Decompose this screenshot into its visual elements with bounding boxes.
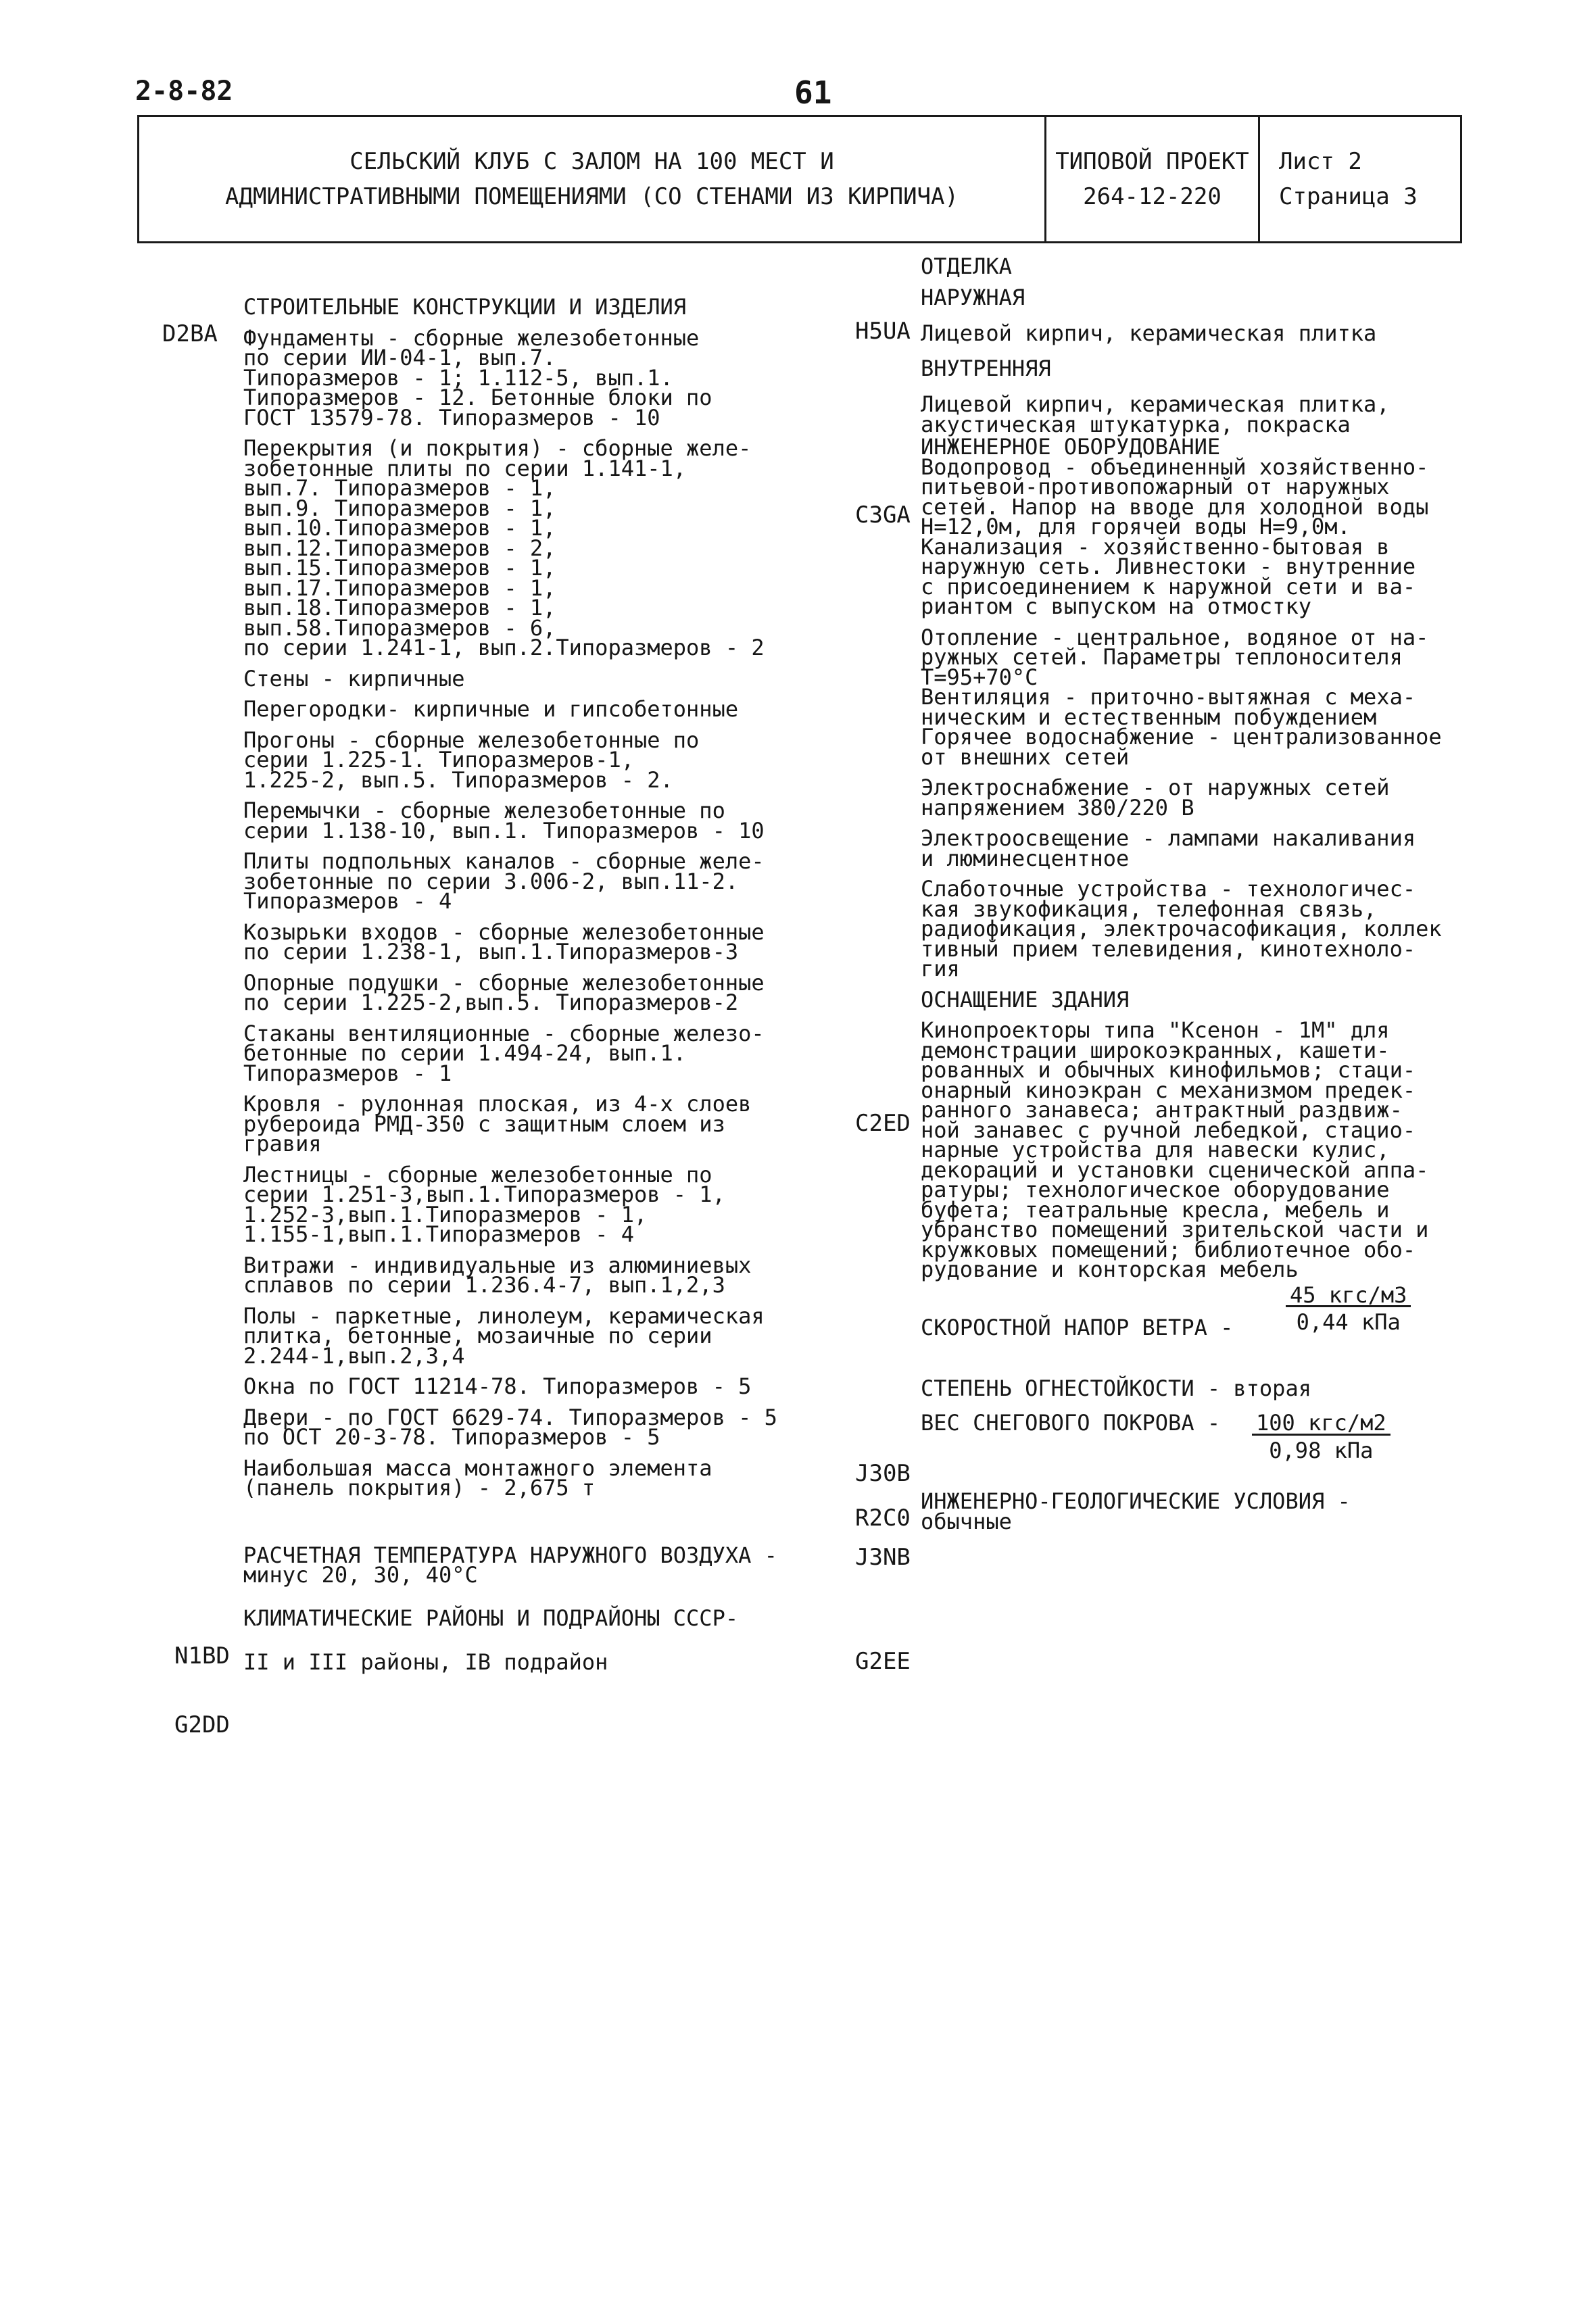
construction-item-line: по серии 1.241-1, вып.2.Типоразмеров - 2 bbox=[243, 635, 765, 660]
wind-label: СКОРОСТНОЙ НАПОР ВЕТРА - bbox=[921, 1314, 1234, 1340]
finish-heading: ОТДЕЛКА bbox=[921, 253, 1012, 279]
equipment-text-line: кружковых помещений; библиотечное обо- bbox=[921, 1236, 1416, 1263]
construction-item-line: плитка, бетонные, мозаичные по серии bbox=[243, 1323, 712, 1348]
project-title-line-1: СЕЛЬСКИЙ КЛУБ С ЗАЛОМ НА 100 МЕСТ И bbox=[349, 148, 834, 175]
equipment-text-line: нарные устройства для навески кулис, bbox=[921, 1137, 1390, 1163]
climate-block bbox=[243, 1605, 825, 1675]
construction-item-line: по серии 1.238-1, вып.1.Типоразмеров-3 bbox=[243, 939, 739, 965]
inner-finish-heading: ВНУТРЕННЯЯ bbox=[921, 355, 1051, 381]
construction-item-line: по серии ИИ-04-1, вып.7. bbox=[243, 345, 556, 370]
engineering-item-line: и люминесцентное bbox=[921, 845, 1130, 871]
equipment-heading: ОСНАЩЕНИЕ ЗДАНИЯ bbox=[921, 986, 1130, 1013]
code-engineering: C3GA bbox=[855, 502, 911, 529]
construction-item-line: Типоразмеров - 1; 1.112-5, вып.1. bbox=[243, 364, 673, 391]
construction-item bbox=[243, 1252, 825, 1298]
engineering-item-line: напряжением 380/220 В bbox=[921, 794, 1194, 821]
construction-item-line: Типоразмеров - 4 bbox=[243, 888, 452, 914]
engineering-item-line: Электроосвещение - лампами накаливания bbox=[921, 825, 1416, 851]
construction-item-line: зобетонные плиты по серии 1.141-1, bbox=[243, 455, 687, 481]
construction-item bbox=[243, 665, 825, 691]
engineering-heading: ИНЖЕНЕРНОЕ ОБОРУДОВАНИЕ bbox=[921, 434, 1221, 460]
construction-item-line: Кровля - рулонная плоская, из 4-х слоев bbox=[243, 1091, 752, 1117]
inner-finish-line: Лицевой кирпич, керамическая плитка, bbox=[921, 391, 1390, 417]
construction-item bbox=[243, 1161, 825, 1247]
equipment-text-line: декораций и установки сценической аппа- bbox=[921, 1156, 1429, 1183]
construction-item-line: вып.12.Типоразмеров - 2, bbox=[243, 535, 556, 561]
equipment-text-line: онарный киноэкран с механизмом предек- bbox=[921, 1077, 1416, 1103]
code-unused: R2C0 bbox=[855, 1505, 911, 1532]
construction-item-line: 1.225-2, вып.5. Типоразмеров - 2. bbox=[243, 766, 673, 793]
construction-item-line: вып.7. Типоразмеров - 1, bbox=[243, 475, 556, 501]
temperature-block bbox=[243, 1542, 825, 1588]
construction-items bbox=[243, 324, 825, 1501]
engineering-item-line: ружных сетей. Параметры теплоносителя bbox=[921, 644, 1403, 670]
construction-item-line: по серии 1.225-2,вып.5. Типоразмеров-2 bbox=[243, 990, 739, 1015]
snow-value-kpa: 0,98 кПа bbox=[1269, 1437, 1374, 1463]
construction-item bbox=[243, 727, 825, 793]
construction-item bbox=[243, 324, 825, 431]
equipment-text-line: ратуры; технологическое оборудование bbox=[921, 1177, 1390, 1202]
construction-item-line: по ОСТ 20-3-78. Типоразмеров - 5 bbox=[243, 1424, 660, 1450]
construction-item bbox=[243, 1404, 825, 1450]
construction-item-line: Типоразмеров - 1 bbox=[243, 1060, 452, 1086]
engineering-item-line: питьевой-противопожарный от наружных bbox=[921, 474, 1390, 499]
equipment-text bbox=[921, 1017, 1461, 1282]
code-snow: J3NB bbox=[855, 1544, 911, 1571]
engineering-item-line: кая звукофикация, телефонная связь, bbox=[921, 896, 1377, 922]
code-construction: D2BA bbox=[162, 320, 218, 347]
engineering-item-line: Канализация - хозяйственно-бытовая в bbox=[921, 533, 1390, 560]
construction-item-line: зобетонные по серии 3.006-2, вып.11-2. bbox=[243, 868, 739, 894]
construction-item-line: вып.18.Типоразмеров - 1, bbox=[243, 595, 556, 620]
outer-finish-heading: НАРУЖНАЯ bbox=[921, 284, 1025, 310]
engineering-item bbox=[921, 876, 1461, 981]
engineering-item-line: ническим и естественным побуждением bbox=[921, 704, 1377, 730]
equipment-text-line: рудование и конторская мебель bbox=[921, 1257, 1299, 1282]
construction-column bbox=[243, 294, 825, 1684]
project-number-cell bbox=[1046, 117, 1260, 241]
project-number: 264-12-220 bbox=[1083, 183, 1222, 210]
engineering-item-line: наружную сеть. Ливнестоки - внутренние bbox=[921, 554, 1416, 579]
engineering-item-line: тивный прием телевидения, кинотехноло- bbox=[921, 935, 1416, 962]
project-title-cell bbox=[139, 117, 1046, 241]
construction-item-line: Двери - по ГОСТ 6629-74. Типоразмеров - 5 bbox=[243, 1404, 777, 1430]
construction-item-line: Прогоны - сборные железобетонные по bbox=[243, 727, 700, 753]
equipment-text-line: рованных и обычных кинофильмов; стаци- bbox=[921, 1057, 1416, 1083]
code-facade: H5UA bbox=[855, 318, 911, 345]
construction-item-line: Типоразмеров - 12. Бетонные блоки по bbox=[243, 385, 712, 410]
construction-item-line: Стаканы вентиляционные - сборные железо- bbox=[243, 1020, 765, 1046]
construction-item bbox=[243, 696, 825, 722]
construction-item-line: Опорные подушки - сборные железобетонные bbox=[243, 969, 765, 996]
construction-item-line: рубероида РМД-350 с защитным слоем из bbox=[243, 1111, 725, 1137]
equipment-text-line: ной занавес с ручной лебедкой, стацио- bbox=[921, 1117, 1416, 1143]
wind-row bbox=[921, 1282, 1461, 1365]
equipment-text-line: ранного занавеса; антрактный раздвиж- bbox=[921, 1097, 1403, 1123]
engineering-item-line: Отопление - центральное, водяное от на- bbox=[921, 624, 1429, 650]
engineering-item-line: Слаботочные устройства - технологичес- bbox=[921, 876, 1416, 902]
fire-resistance: СТЕПЕНЬ ОГНЕСТОЙКОСТИ - вторая bbox=[921, 1375, 1311, 1401]
engineering-item-line: с присоединением к наружной сети и ва- bbox=[921, 573, 1416, 600]
construction-item-line: Козырьки входов - сборные железобетонные bbox=[243, 919, 765, 945]
wind-value-kpa: 0,44 кПа bbox=[1296, 1309, 1401, 1335]
engineering-item-line: Электроснабжение - от наружных сетей bbox=[921, 775, 1390, 800]
construction-item-line: Перекрытия (и покрытия) - сборные желе- bbox=[243, 435, 752, 461]
construction-item-line: серии 1.225-1. Типоразмеров-1, bbox=[243, 747, 634, 773]
sheet-cell bbox=[1260, 117, 1460, 241]
engineering-item bbox=[921, 775, 1461, 821]
construction-heading: СТРОИТЕЛЬНЫЕ КОНСТРУКЦИИ И ИЗДЕЛИЯ bbox=[243, 294, 687, 320]
construction-item-line: Плиты подпольных каналов - сборные желе- bbox=[243, 848, 765, 874]
construction-item bbox=[243, 919, 825, 965]
temperature-label: РАСЧЕТНАЯ ТЕМПЕРАТУРА НАРУЖНОГО ВОЗДУХА - bbox=[243, 1542, 777, 1568]
code-equipment: C2ED bbox=[855, 1110, 911, 1137]
engineering-item-line: гия bbox=[921, 956, 960, 981]
sheet-label: Лист 2 bbox=[1279, 148, 1362, 175]
engineering-item-line: Водопровод - объединенный хозяйственно- bbox=[921, 454, 1429, 480]
construction-item bbox=[243, 1091, 825, 1156]
construction-item-line: вып.10.Типоразмеров - 1, bbox=[243, 515, 556, 541]
construction-item-line: 1.155-1,вып.1.Типоразмеров - 4 bbox=[243, 1221, 634, 1247]
outer-finish-text: Лицевой кирпич, керамическая плитка bbox=[921, 320, 1377, 346]
construction-item-line: сплавов по серии 1.236.4-7, вып.1,2,3 bbox=[243, 1272, 725, 1298]
engineering-item-line: от внешних сетей bbox=[921, 744, 1130, 770]
engineering-item-line: Т=95+70°С bbox=[921, 664, 1038, 690]
engineering-item-line: Вентиляция - приточно-вытяжная с меха- bbox=[921, 684, 1416, 710]
equipment-text-line: буфета; театральные кресла, мебель и bbox=[921, 1196, 1390, 1223]
finish-column bbox=[921, 253, 1461, 1542]
climate-value: II и III районы, IВ подрайон bbox=[243, 1649, 608, 1675]
construction-item-line: ГОСТ 13579-78. Типоразмеров - 10 bbox=[243, 404, 660, 431]
code-geology: G2EE bbox=[855, 1648, 911, 1675]
construction-item-line: Фундаменты - сборные железобетонные bbox=[243, 324, 700, 351]
construction-item-line: Наибольшая масса монтажного элемента bbox=[243, 1455, 712, 1481]
geology-label: ИНЖЕНЕРНО-ГЕОЛОГИЧЕСКИЕ УСЛОВИЯ - bbox=[921, 1488, 1351, 1514]
construction-item-line: вып.15.Типоразмеров - 1, bbox=[243, 555, 556, 581]
engineering-item bbox=[921, 624, 1461, 770]
engineering-item-line: риантом с выпуском на отмостку bbox=[921, 593, 1311, 619]
snow-label: ВЕС СНЕГОВОГО ПОКРОВА - bbox=[921, 1410, 1221, 1436]
engineering-item-line: радиофикация, электрочасофикация, коллек bbox=[921, 916, 1442, 942]
construction-item-line: вып.17.Типоразмеров - 1, bbox=[243, 575, 556, 601]
construction-item-line: бетонные по серии 1.494-24, вып.1. bbox=[243, 1040, 687, 1066]
engineering-items bbox=[921, 454, 1461, 981]
snow-value bbox=[1252, 1410, 1391, 1463]
equipment-text-line: Кинопроекторы типа "Ксенон - 1М" для bbox=[921, 1017, 1390, 1043]
title-block bbox=[137, 115, 1462, 243]
code-temperature: N1BD bbox=[174, 1642, 230, 1670]
code-wind: J30B bbox=[855, 1460, 911, 1487]
project-title-line-2: АДМИНИСТРАТИВНЫМИ ПОМЕЩЕНИЯМИ (СО СТЕНАМИ ИЗ КИРПИЧА) bbox=[225, 183, 959, 210]
snow-value-kgs: 100 кгс/м2 bbox=[1252, 1413, 1391, 1436]
equipment-text-line: убранство помещений зрительской части и bbox=[921, 1217, 1429, 1242]
construction-item-line: Перегородки- кирпичные и гипсобетонные bbox=[243, 696, 739, 722]
page-number: 61 bbox=[794, 74, 832, 111]
construction-item-line: Полы - паркетные, линолеум, керамическая bbox=[243, 1302, 765, 1329]
construction-item-line: Окна по ГОСТ 11214-78. Типоразмеров - 5 bbox=[243, 1373, 752, 1399]
construction-item-line: 2.244-1,вып.2,3,4 bbox=[243, 1342, 465, 1369]
engineering-item-line: сетей. Напор на вводе для холодной воды bbox=[921, 493, 1429, 520]
code-climate: G2DD bbox=[174, 1711, 230, 1738]
document-code: 2-8-82 bbox=[135, 76, 233, 107]
inner-finish-text bbox=[921, 391, 1461, 437]
construction-item bbox=[243, 798, 825, 844]
construction-item-line: Лестницы - сборные железобетонные по bbox=[243, 1161, 712, 1188]
construction-item-line: Стены - кирпичные bbox=[243, 665, 465, 691]
construction-item-line: гравия bbox=[243, 1131, 322, 1156]
construction-item-line: вып.58.Типоразмеров - 6, bbox=[243, 614, 556, 641]
construction-item bbox=[243, 1455, 825, 1501]
engineering-item bbox=[921, 454, 1461, 619]
page-label: Страница 3 bbox=[1279, 183, 1418, 210]
construction-item bbox=[243, 848, 825, 914]
engineering-item bbox=[921, 825, 1461, 871]
construction-item bbox=[243, 969, 825, 1015]
project-label: ТИПОВОЙ ПРОЕКТ bbox=[1055, 148, 1249, 175]
construction-item-line: Витражи - индивидуальные из алюминиевых bbox=[243, 1252, 752, 1278]
construction-item-line: Перемычки - сборные железобетонные по bbox=[243, 798, 725, 823]
wind-value-kgs: 45 кгс/м3 bbox=[1286, 1286, 1411, 1308]
wind-value bbox=[1286, 1282, 1411, 1335]
construction-item-line: (панель покрытия) - 2,675 т bbox=[243, 1475, 596, 1501]
construction-item bbox=[243, 1373, 825, 1399]
geology-block bbox=[921, 1488, 1461, 1534]
engineering-item-line: Горячее водоснабжение - централизованное bbox=[921, 724, 1442, 750]
engineering-item-line: Н=12,0м, для горячей воды Н=9,0м. bbox=[921, 514, 1351, 539]
snow-row bbox=[921, 1410, 1461, 1488]
inner-finish-line: акустическая штукатурка, покраска bbox=[921, 411, 1351, 437]
construction-item bbox=[243, 1302, 825, 1369]
construction-item bbox=[243, 435, 825, 660]
construction-item-line: серии 1.251-3,вып.1.Типоразмеров - 1, bbox=[243, 1181, 725, 1207]
temperature-value: минус 20, 30, 40°С bbox=[243, 1562, 478, 1588]
construction-item-line: вып.9. Типоразмеров - 1, bbox=[243, 495, 556, 521]
climate-label: КЛИМАТИЧЕСКИЕ РАЙОНЫ И ПОДРАЙОНЫ СССР- bbox=[243, 1605, 739, 1631]
geology-value: обычные bbox=[921, 1508, 1012, 1534]
equipment-text-line: демонстрации широкоэкранных, кашети- bbox=[921, 1037, 1390, 1063]
construction-item bbox=[243, 1020, 825, 1086]
construction-item-line: серии 1.138-10, вып.1. Типоразмеров - 10 bbox=[243, 817, 765, 844]
construction-item-line: 1.252-3,вып.1.Типоразмеров - 1, bbox=[243, 1201, 648, 1227]
